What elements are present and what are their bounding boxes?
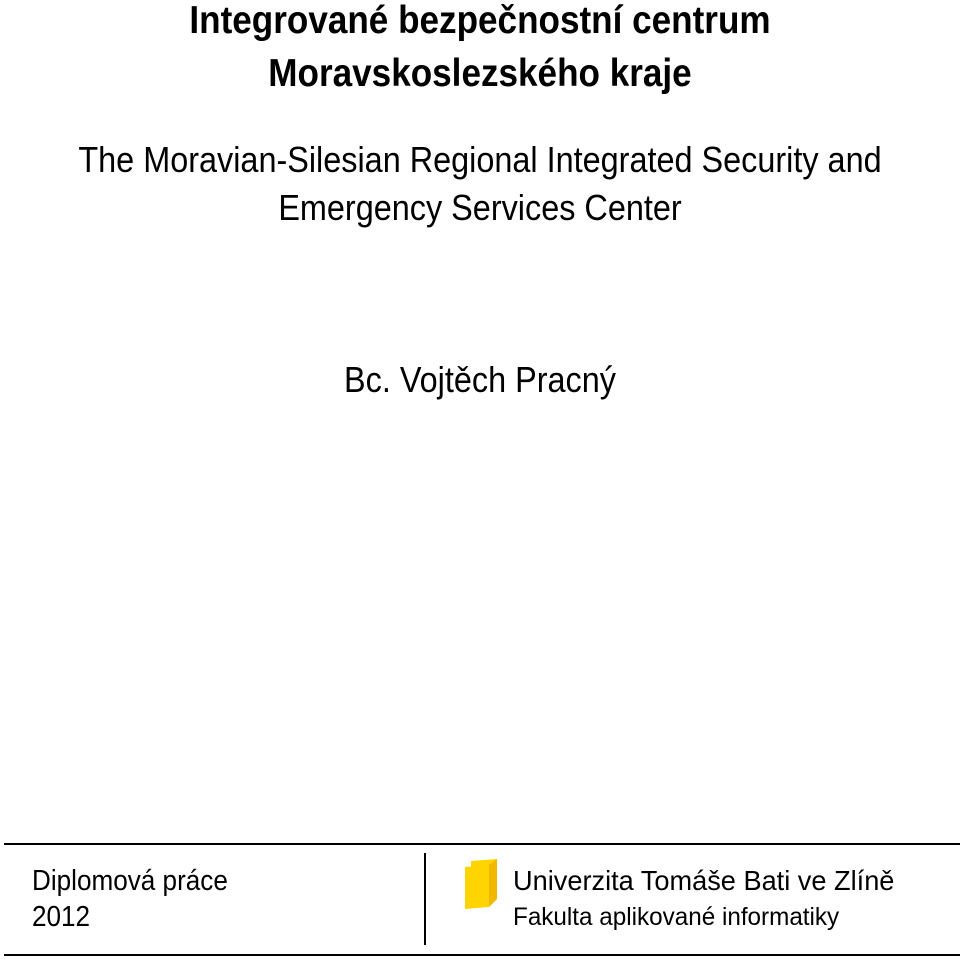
faculty-name: Fakulta aplikované informatiky (513, 903, 840, 931)
university-info (513, 863, 906, 935)
book-logo-icon (463, 859, 499, 909)
thesis-info (32, 863, 228, 935)
english-title-line-1: The Moravian-Silesian Regional Integrated Security and (78, 139, 882, 180)
footer-bottom-rule (4, 954, 960, 956)
footer-vertical-divider (424, 853, 426, 945)
thesis-year: 2012 (32, 901, 91, 933)
thesis-type: Diplomová práce (32, 865, 228, 897)
czech-title-line-1: Integrované bezpečnostní centrum (189, 0, 771, 42)
czech-title (0, 0, 960, 100)
english-title-line-2: Emergency Services Center (278, 187, 682, 228)
footer (0, 843, 960, 960)
english-title (48, 136, 912, 232)
author-name: Bc. Vojtěch Pracný (344, 359, 616, 400)
footer-top-rule (4, 843, 960, 845)
czech-title-line-2: Moravskoslezského kraje (268, 52, 692, 95)
university-name: Univerzita Tomáše Bati ve Zlíně (513, 865, 895, 896)
